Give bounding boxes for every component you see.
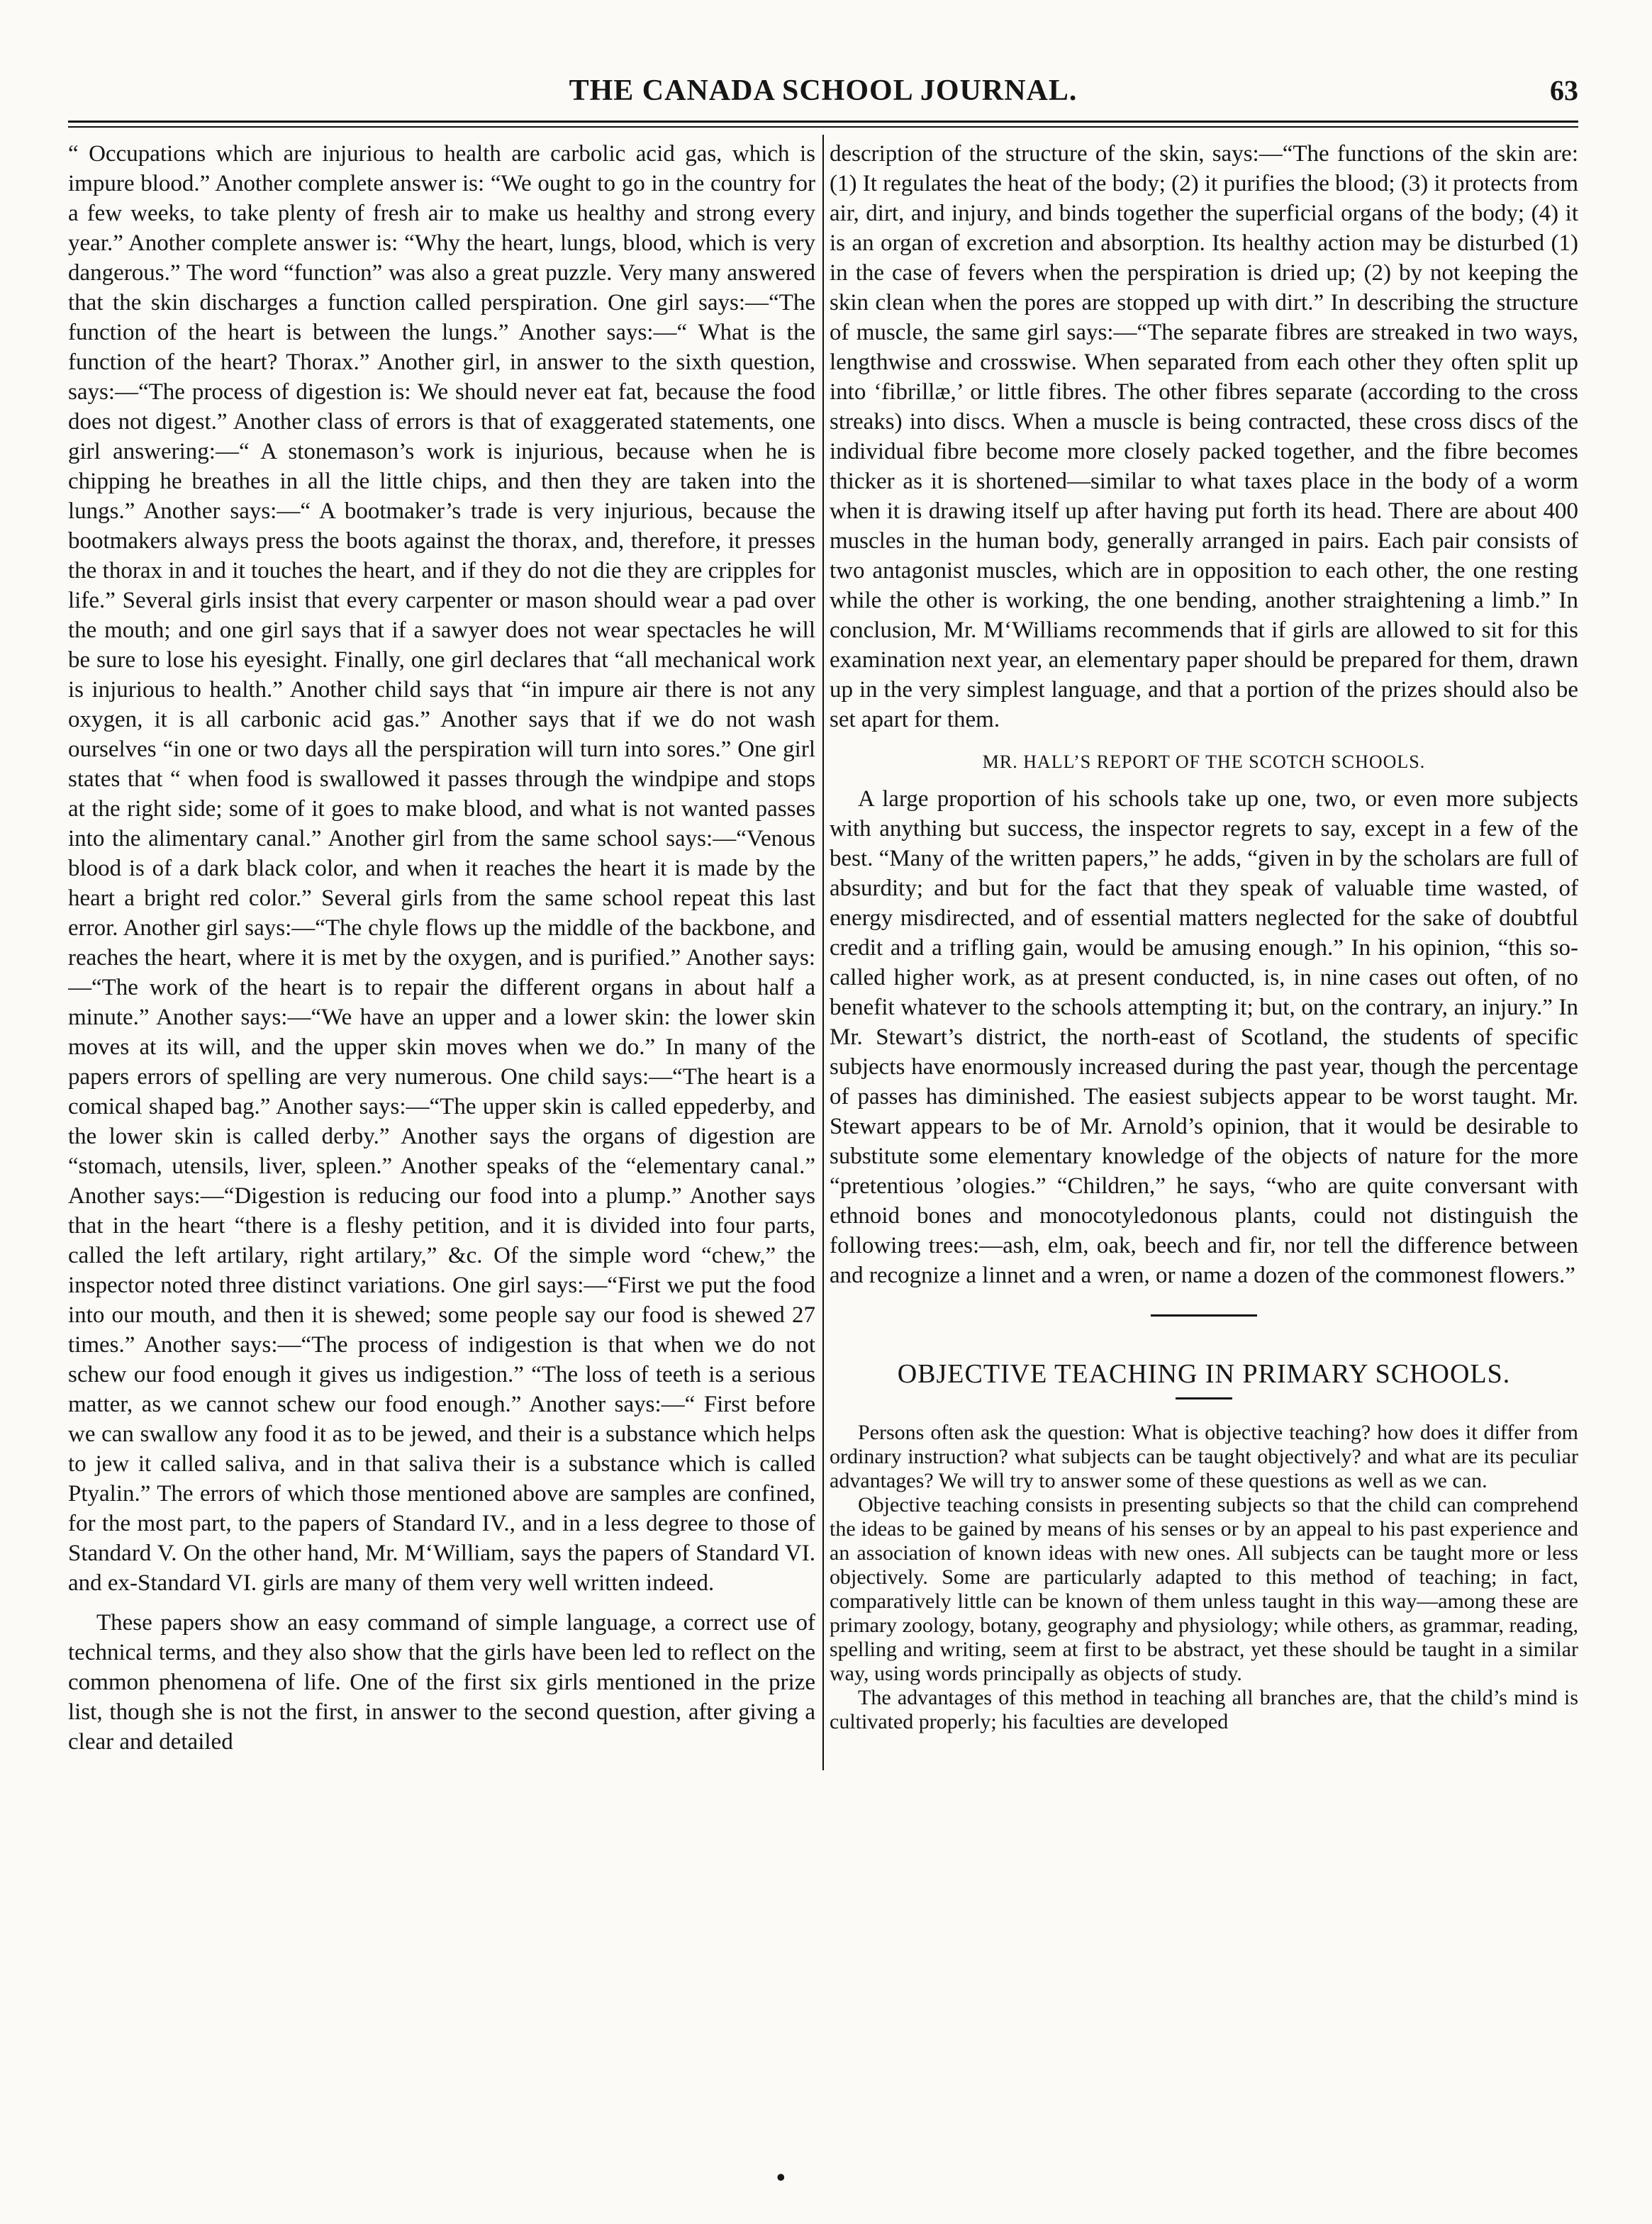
- article-paragraph-1: Persons often ask the question: What is objective teaching? how does it differ from ordinary instruction? what subjects can be taught objectively? and what are its peculiar advantages? We will try to answer some of these questions as well as we can.: [830, 1421, 1578, 1492]
- section-subheading: MR. HALL’S REPORT OF THE SCOTCH SCHOOLS.: [982, 751, 1426, 772]
- article-title: OBJECTIVE TEACHING IN PRIMARY SCHOOLS.: [897, 1359, 1511, 1389]
- header-rule: [68, 121, 1578, 123]
- article-body: [830, 1421, 1578, 1734]
- article-paragraph-3: The advantages of this method in teaching all branches are, that the child’s mind is cultivated properly; his faculties are developed: [830, 1686, 1578, 1733]
- column-divider: [822, 135, 824, 1770]
- left-paragraph-1: “ Occupations which are injurious to health are carbolic acid gas, which is impure blood.” Another complete answer is: “We ought to go in the country for a few weeks, to take plenty of fresh air to make us healthy and strong every year.” Another complete answer is: “Why the heart, lungs, blood, which is very dangerous.” The word “function” was also a great puzzle. Very many answered that the skin discharges a function called perspiration. One girl says:—“The function of the heart is between the lungs.” Another says:—“ What is the function of the heart? Thorax.” Another girl, in answer to the sixth question, says:—“The process of digestion is: We should never eat fat, because the food does not digest.” Another class of errors is that of exaggerated statements, one girl answering:—“ A stonemason’s work is injurious, because when he is chipping he breathes in all the little chips, and then they are taken into the lungs.” Another says:—“ A bootmaker’s trade is very injurious, because the bootmakers always press the boots against the thorax, and, therefore, it presses the thorax in and it touches the heart, and if they do not die they are cripples for life.” Several girls insist that every carpenter or mason should wear a pad over the mouth; and one girl says that if a sawyer does not wear spectacles he will be sure to lose his eyesight. Finally, one girl declares that “all mechanical work is injurious to health.” Another child says that “in impure air there is not any oxygen, it is all carbonic acid gas.” Another says that if we do not wash ourselves “in one or two days all the perspiration will turn into sores.” One girl states that “ when food is swallowed it passes through the windpipe and stops at the right side; some of it goes to make blood, and what is not wanted passes into the alimentary canal.” Another girl from the same school says:—“Venous blood is of a dark black color, and when it reaches the heart it is made by the heart a bright red color.” Several girls from the same school repeat this last error. Another girl says:—“The chyle flows up the middle of the backbone, and reaches the heart, where it is met by the oxygen, and is purified.” Another says:—“The work of the heart is to repair the different organs in about half a minute.” Another says:—“We have an upper and a lower skin: the lower skin moves at its will, and the upper skin moves when we do.” In many of the papers errors of spelling are very numerous. One child says:—“The heart is a comical shaped bag.” Another says:—“The upper skin is called eppederby, and the lower skin is called derby.” Another says the organs of digestion are “stomach, utensils, liver, spleen.” Another speaks of the “elementary canal.” Another says:—“Digestion is reducing our food into a plump.” Another says that in the heart “there is a fleshy petition, and it is divided into four parts, called the left artilary, right artilary,” &c. Of the simple word “chew,” the inspector noted three distinct variations. One girl says:—“First we put the food into our mouth, and then it is shewed; some people say our food is shewed 27 times.” Another says:—“The process of indigestion is that when we do not schew our food enough it gives us indigestion.” “The loss of teeth is a serious matter, as we cannot schew our food enough.” Another says:—“ First before we can swallow any food it as to be jewed, and their is a substance which helps to jew it called saliva, and in that saliva their is a substance which is called Ptyalin.” The errors of which those mentioned above are samples are confined, for the most part, to the papers of Standard IV., and in a less degree to those of Standard V. On the other hand, Mr. M‘William, says the papers of Standard VI. and ex-Standard VI. girls are many of them very well written indeed.: [68, 141, 815, 1596]
- page-header: [68, 68, 1578, 111]
- left-column: [68, 139, 815, 2174]
- title-underline: [1176, 1397, 1232, 1399]
- journal-title: THE CANADA SCHOOL JOURNAL.: [569, 74, 1078, 107]
- right-paragraph-2: A large proportion of his schools take up one, two, or even more subjects with anything but success, the inspector regrets to say, except in a few of the best. “Many of the written papers,” he adds, “given in by the scholars are full of absurdity; and but for the fact that they speak of valuable time wasted, of energy misdirected, and of essential matters neglected for the sake of doubtful credit and a trifling gain, would be amusing enough.” In his opinion, “this so-called higher work, as at present conducted, is, in nine cases out often, of no benefit whatever to the schools attempting it; but, on the contrary, an injury.” In Mr. Stewart’s district, the north-east of Scotland, the students of specific subjects have enormously increased during the past year, though the percentage of passes has diminished. The easiest subjects appear to be worst taught. Mr. Stewart appears to be of Mr. Arnold’s opinion, that it would be desirable to substitute some elementary knowledge of the objects of nature for the more “pretentious ’ologies.” “Children,” he says, “who are quite conversant with ethnoid bones and monocotyledonous plants, could not distinguish the following trees:—ash, elm, oak, beech and fir, nor tell the difference between and recognize a linnet and a wren, or name a dozen of the commonest flowers.”: [830, 786, 1578, 1288]
- footer-mark: •: [776, 2163, 786, 2191]
- left-paragraph-2: These papers show an easy command of simple language, a correct use of technical terms, and they also show that the girls have been led to reflect on the common phenomena of life. One of the first six girls mentioned in the prize list, though she is not the first, in answer to the second question, after giving a clear and detailed: [68, 1610, 815, 1755]
- section-separator: [1151, 1314, 1257, 1317]
- article-paragraph-2: Objective teaching consists in presenting subjects so that the child can comprehend the ideas to be gained by means of his senses or by an appeal to his past experience and an association of known ideas with new ones. All subjects can be taught more or less objectively. Some are particularly adapted to this method of teaching; in fact, comparatively little can be known of them unless taught in this way—among these are primary zoology, botany, geography and physiology; while others, as grammar, reading, spelling and writing, seem at first to be abstract, yet these should be taught in a similar way, using words principally as objects of study.: [830, 1493, 1578, 1685]
- page-number: 63: [1550, 74, 1578, 106]
- right-column: [830, 139, 1578, 2174]
- right-paragraph-1: description of the structure of the skin, says:—“The functions of the skin are: (1) It regulates the heat of the body; (2) it purifies the blood; (3) it protects from air, dirt, and injury, and binds together the superficial organs of the body; (4) it is an organ of excretion and absorption. Its healthy action may be disturbed (1) in the case of fevers when the perspiration is dried up; (2) by not keeping the skin clean when the pores are stopped up with dirt.” In describing the structure of muscle, the same girl says:—“The separate fibres are streaked in two ways, lengthwise and crosswise. When separated from each other they often split up into ‘fibrillæ,’ or little fibres. The other fibres separate (according to the cross streaks) into discs. When a muscle is being contracted, these cross discs of the individual fibre become more closely packed together, and the fibre becomes thicker as it is shortened—similar to what taxes place in the body of a worm when it is drawing itself up after having put forth its head. There are about 400 muscles in the human body, generally arranged in pairs. Each pair consists of two antagonist muscles, which are in opposition to each other, the one resting while the other is working, the one bending, another straightening a limb.” In conclusion, Mr. M‘Williams recommends that if girls are allowed to sit for this examination next year, an elementary paper should be prepared for them, drawn up in the very simplest language, and that a portion of the prizes should also be set apart for them.: [830, 141, 1578, 732]
- header-rule-secondary: [68, 126, 1578, 128]
